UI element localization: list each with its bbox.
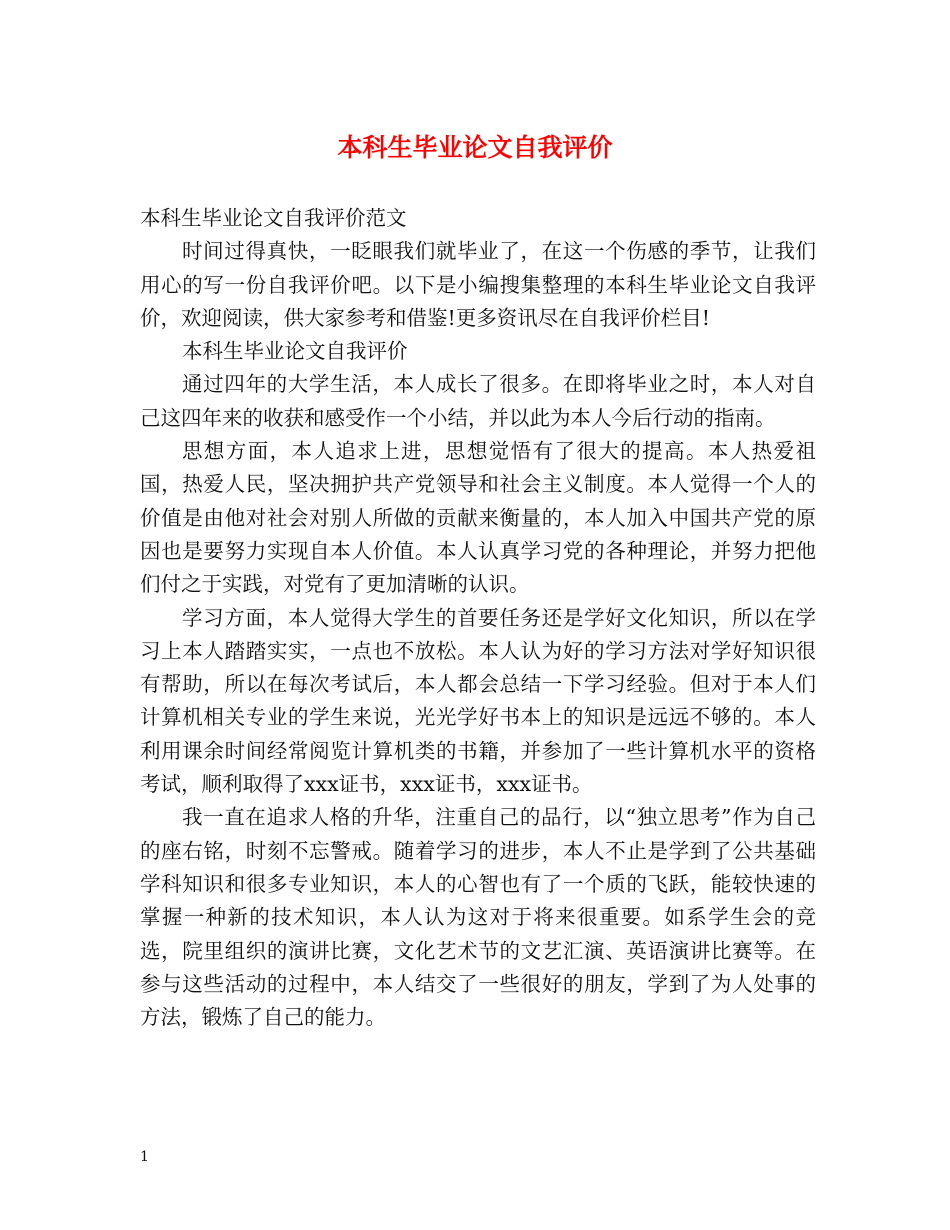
paragraph-character: 我一直在追求人格的升华，注重自己的品行，以“独立思考”作为自己的座右铭，时刻不忘警戒。随着学习的进步，本人不止是学到了公共基础学科知识和很多专业知识，本人的心智也有了一个质的飞跃，能较快速的掌握一种新的技术知识，本人认为这对于将来很重要。如系学生会的竞选，院里组织的演讲比赛，文化艺术节的文艺汇演、英语演讲比赛等。在参与这些活动的过程中，本人结交了一些很好的朋友，学到了为人处事的方法，锻炼了自己的能力。 <box>140 805 816 1030</box>
paragraph-summary: 通过四年的大学生活，本人成长了很多。在即将毕业之时，本人对自己这四年来的收获和感受作一个小结，并以此为本人今后行动的指南。 <box>140 372 816 430</box>
subheading: 本科生毕业论文自我评价范文 <box>140 206 407 230</box>
section-heading: 本科生毕业论文自我评价 <box>182 339 408 364</box>
paragraph-study: 学习方面，本人觉得大学生的首要任务还是学好文化知识，所以在学习上本人踏踏实实，一点也不放松。本人认为好的学习方法对学好知识很有帮助，所以在每次考试后，本人都会总结一下学习经验。但对于本人们计算机相关专业的学生来说，光光学好书本上的知识是远远不够的。本人利用课余时间经常阅览计算机类的书籍，并参加了一些计算机水平的资格考试，顺利取得了xxx证书，xxx证书，xxx证书。 <box>140 605 816 797</box>
paragraph-ideology: 思想方面，本人追求上进，思想觉悟有了很大的提高。本人热爱祖国，热爱人民，坚决拥护共产党领导和社会主义制度。本人觉得一个人的价值是由他对社会对别人所做的贡献来衡量的，本人加入中国共产党的原因也是要努力实现自本人价值。本人认真学习党的各种理论，并努力把他们付之于实践，对党有了更加清晰的认识。 <box>140 439 816 597</box>
paragraph-intro: 时间过得真快，一眨眼我们就毕业了，在这一个伤感的季节，让我们用心的写一份自我评价吧。以下是小编搜集整理的本科生毕业论文自我评价，欢迎阅读，供大家参考和借鉴!更多资讯尽在自我评价栏目! <box>140 239 816 330</box>
page-number: 1 <box>140 1149 149 1165</box>
document-title: 本科生毕业论文自我评价 <box>337 133 613 162</box>
document-body <box>140 202 816 1034</box>
